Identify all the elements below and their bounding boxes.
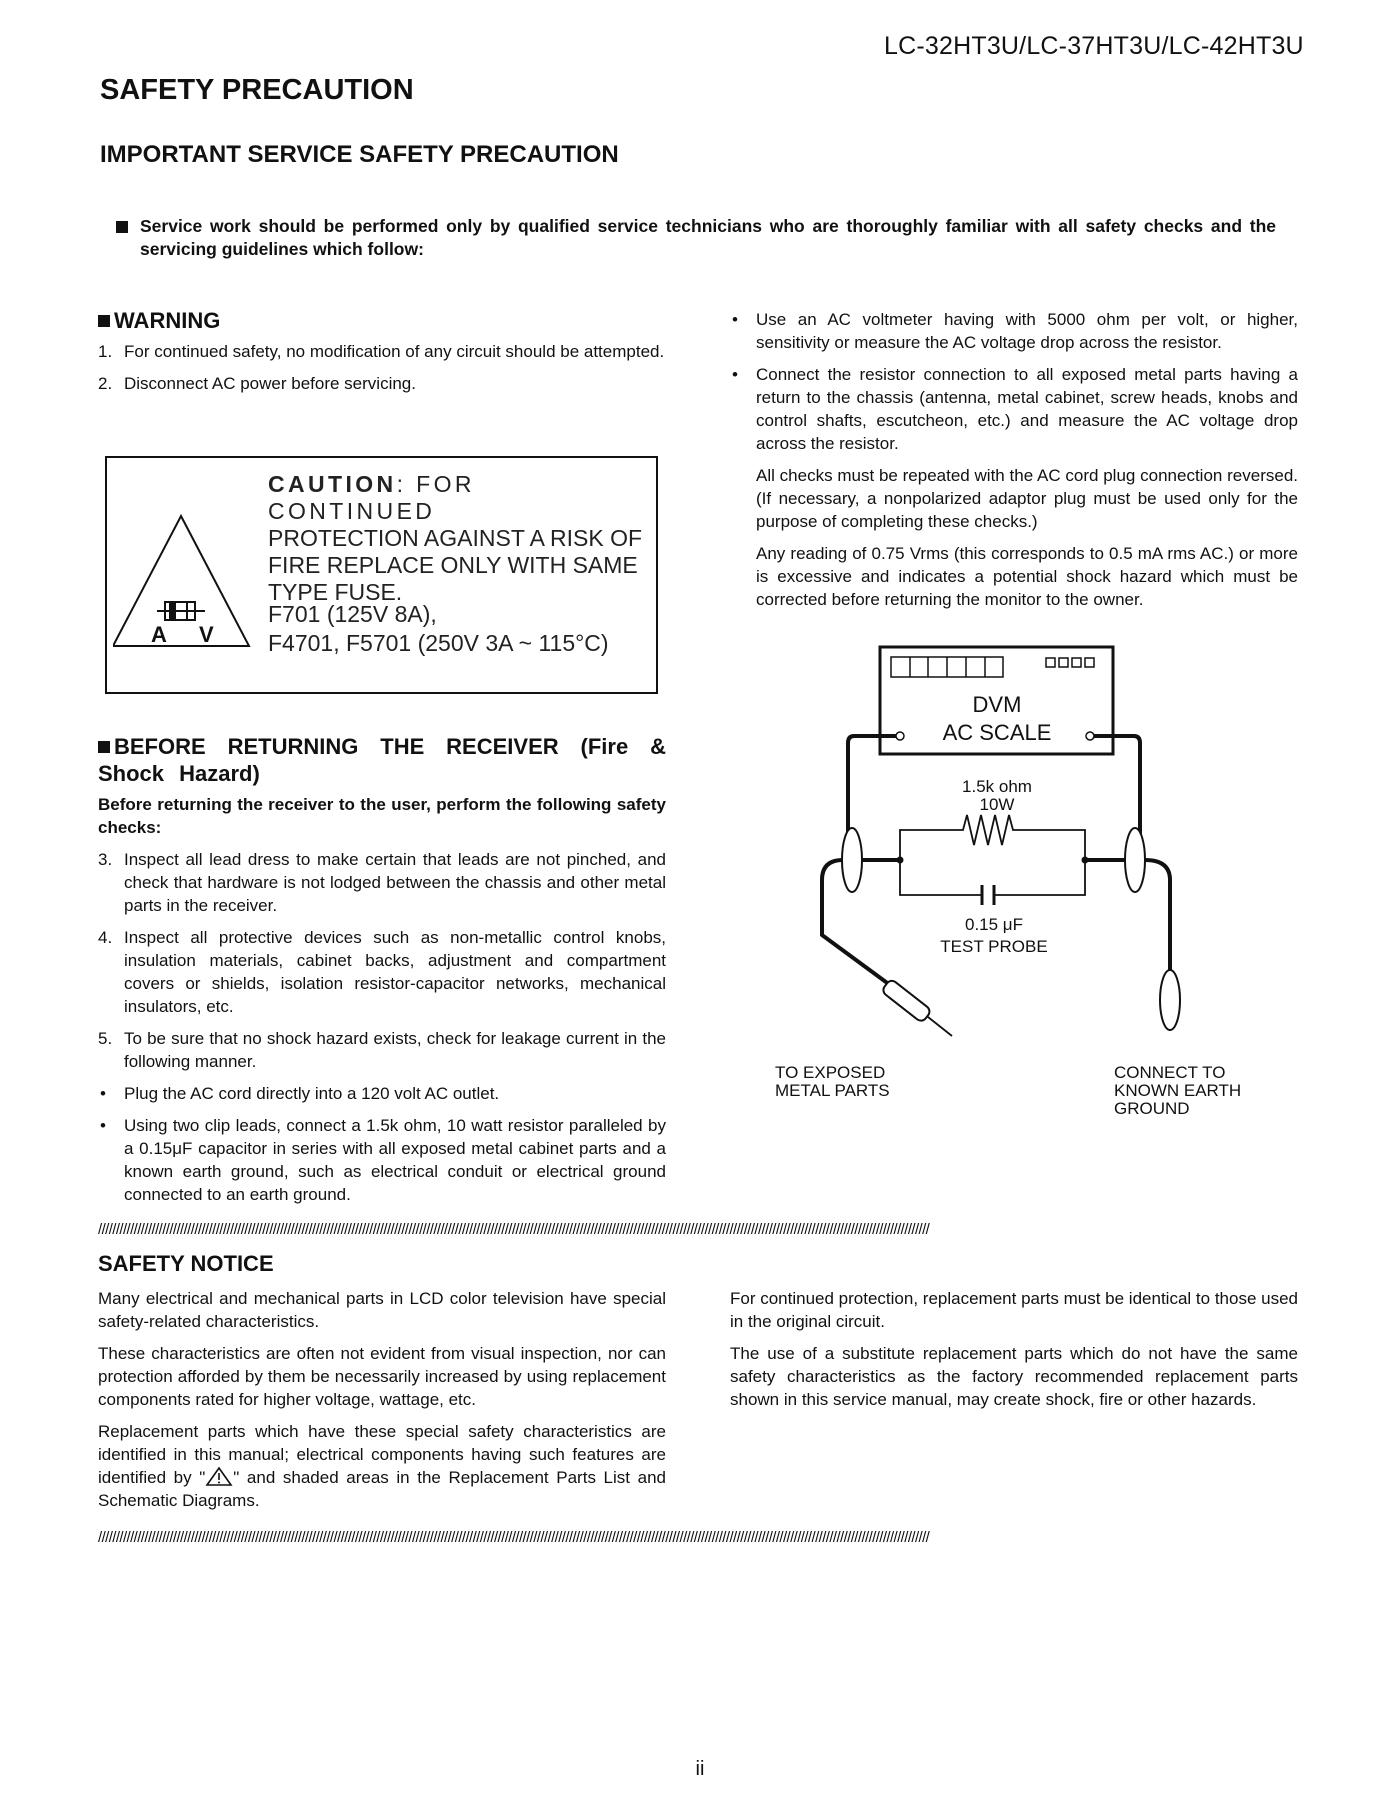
resistor-label: 1.5k ohm xyxy=(962,777,1032,796)
notice-paragraph xyxy=(98,1420,666,1512)
earth-ground-label: GROUND xyxy=(1114,1099,1190,1118)
section-subtitle: IMPORTANT SERVICE SAFETY PRECAUTION xyxy=(100,141,619,168)
notice-text: " and shaded areas in the Replacement Parts List and Schematic Diagrams. xyxy=(98,1468,666,1510)
bullet-icon: • xyxy=(732,310,738,329)
notice-paragraph: For continued protection, replacement parts must be identical to those used in the original circuit. xyxy=(730,1289,1298,1331)
notice-paragraph: These characteristics are often not evident from visual inspection, nor can protection afforded by them be necessarily increased by using replacement components rated for higher voltage, wattage, etc. xyxy=(98,1344,666,1409)
before-returning-heading-text: BEFORE RETURNING THE RECEIVER (Fire & Shock Hazard) xyxy=(98,734,666,786)
right-column xyxy=(730,308,1298,620)
bullet-item xyxy=(98,1114,666,1206)
symbol-label-a: A xyxy=(151,622,167,647)
clip-lead xyxy=(842,828,862,892)
symbol-label-v: V xyxy=(199,622,214,647)
caution-heading-rest: : FOR CONTINUED xyxy=(268,471,475,524)
item-number: 2. xyxy=(98,374,113,393)
item-text: Disconnect AC power before servicing. xyxy=(124,374,416,393)
safety-notice-left xyxy=(98,1287,666,1521)
warning-section xyxy=(98,307,666,404)
warning-heading-text: WARNING xyxy=(114,308,221,333)
bullet-icon: • xyxy=(732,365,738,384)
caution-heading xyxy=(268,471,648,525)
test-probe xyxy=(881,978,932,1023)
model-number: LC-32HT3U/LC-37HT3U/LC-42HT3U xyxy=(884,32,1304,60)
item-text: Inspect all protective devices such as non-metallic control knobs, insulation materials, cabinet backs, adjustment and compartment covers or shields, isolation resistor-capacitor networks, mechanical insulators, etc. xyxy=(124,928,666,1016)
before-returning-lead: Before returning the receiver to the user, perform the following safety checks: xyxy=(98,795,666,837)
page-title: SAFETY PRECAUTION xyxy=(100,74,414,106)
bullet-item xyxy=(98,1082,666,1105)
square-bullet-icon xyxy=(98,741,110,753)
caution-text xyxy=(268,471,648,606)
divider-line: ///////////////////////////////////////////////////////////////////////////////////////////////////////////////////////////////////////////////////////////////////////////////////////////////////////////////////////////////////////// xyxy=(98,1530,930,1546)
check-paragraph: Any reading of 0.75 Vrms (this corresponds to 0.5 mA rms AC.) or more is excessive and indicates a potential shock hazard which must be corrected before returning the monitor to the owner. xyxy=(756,544,1298,609)
item-number: 3. xyxy=(98,850,113,869)
caution-line: TYPE FUSE. xyxy=(268,579,403,605)
list-item xyxy=(98,926,666,1018)
caution-box xyxy=(105,456,658,694)
clip-lead xyxy=(1125,828,1145,892)
exposed-metal-label: METAL PARTS xyxy=(775,1081,890,1100)
caution-line: FIRE REPLACE ONLY WITH SAME xyxy=(268,552,638,578)
bullet-item xyxy=(730,363,1298,455)
safety-notice-right xyxy=(730,1287,1298,1420)
page-number: ii xyxy=(695,1758,705,1780)
dvm-buttons xyxy=(1046,658,1094,667)
earth-ground-label: KNOWN EARTH xyxy=(1114,1081,1242,1100)
notice-paragraph: Many electrical and mechanical parts in LCD color television have special safety-related characteristics. xyxy=(98,1289,666,1331)
bullet-item xyxy=(730,308,1298,354)
fuse-warning-symbol-icon xyxy=(113,510,263,650)
item-text: To be sure that no shock hazard exists, check for leakage current in the following manner. xyxy=(124,1029,666,1071)
fuse-rating-line: F701 (125V 8A), xyxy=(268,601,437,627)
square-bullet-icon xyxy=(116,221,128,233)
dvm-label: DVM xyxy=(972,692,1022,717)
item-number: 5. xyxy=(98,1029,113,1048)
intro-notice xyxy=(116,215,1276,261)
bullet-icon: • xyxy=(100,1116,106,1135)
bullet-icon: • xyxy=(100,1084,106,1103)
list-item xyxy=(98,848,666,917)
exposed-metal-label: TO EXPOSED xyxy=(775,1063,886,1082)
warning-triangle-icon xyxy=(205,1466,233,1486)
square-bullet-icon xyxy=(98,315,110,327)
test-probe-label: TEST PROBE xyxy=(940,937,1048,956)
capacitor-label: 0.15 μF xyxy=(965,915,1023,934)
fuse-ratings xyxy=(268,600,648,658)
resistor-symbol xyxy=(900,815,1085,860)
intro-notice-text: Service work should be performed only by qualified service technicians who are thoroughly familiar with all safety checks and the servicing guidelines which follow: xyxy=(140,216,1276,259)
earth-ground-label: CONNECT TO xyxy=(1114,1063,1226,1082)
wattage-label: 10W xyxy=(979,795,1015,814)
ground-clip xyxy=(1160,970,1180,1030)
notice-paragraph: The use of a substitute replacement parts which do not have the same safety characteristics as the factory recommended replacement parts shown in this service manual, may create shock, fire or other hazards. xyxy=(730,1344,1298,1409)
list-item xyxy=(98,372,666,395)
list-item xyxy=(98,340,666,363)
before-returning-section xyxy=(98,733,666,1215)
item-number: 1. xyxy=(98,342,113,361)
bullet-text: Plug the AC cord directly into a 120 volt AC outlet. xyxy=(124,1084,500,1103)
bullet-text: Connect the resistor connection to all exposed metal parts having a return to the chassis (antenna, metal cabinet, screw heads, knobs and control shafts, escutcheon, etc.) and measure the AC voltage drop across the resistor. xyxy=(756,365,1298,453)
ac-scale-label: AC SCALE xyxy=(942,720,1052,745)
fuse-rating-line: F4701, F5701 (250V 3A ~ 115°C) xyxy=(268,630,609,656)
notice-text: Replacement parts which have these special safety characteristics are identified in this manual; electrical components having such features are identified by " xyxy=(98,1422,666,1487)
list-item xyxy=(98,1027,666,1073)
safety-notice-heading: SAFETY NOTICE xyxy=(98,1251,274,1276)
divider-line: ///////////////////////////////////////////////////////////////////////////////////////////////////////////////////////////////////////////////////////////////////////////////////////////////////////////////////////////////////////// xyxy=(98,1222,930,1238)
leakage-test-diagram xyxy=(760,635,1280,1125)
caution-line: PROTECTION AGAINST A RISK OF xyxy=(268,525,643,551)
caution-label: CAUTION xyxy=(268,471,397,497)
check-paragraph: All checks must be repeated with the AC cord plug connection reversed. (If necessary, a nonpolarized adaptor plug must be used only for the purpose of completing these checks.) xyxy=(756,466,1298,531)
before-returning-heading xyxy=(98,733,666,787)
warning-heading xyxy=(98,307,666,334)
bullet-text: Use an AC voltmeter having with 5000 ohm per volt, or higher, sensitivity or measure the AC voltage drop across the resistor. xyxy=(756,310,1298,352)
item-text: For continued safety, no modification of any circuit should be attempted. xyxy=(124,342,665,361)
item-text: Inspect all lead dress to make certain that leads are not pinched, and check that hardware is not lodged between the chassis and other metal parts in the receiver. xyxy=(124,850,666,915)
bullet-text: Using two clip leads, connect a 1.5k ohm, 10 watt resistor paralleled by a 0.15μF capacitor in series with all exposed metal cabinet parts and a known earth ground, such as electrical conduit or electrical ground connected to an earth ground. xyxy=(124,1116,666,1204)
item-number: 4. xyxy=(98,928,113,947)
